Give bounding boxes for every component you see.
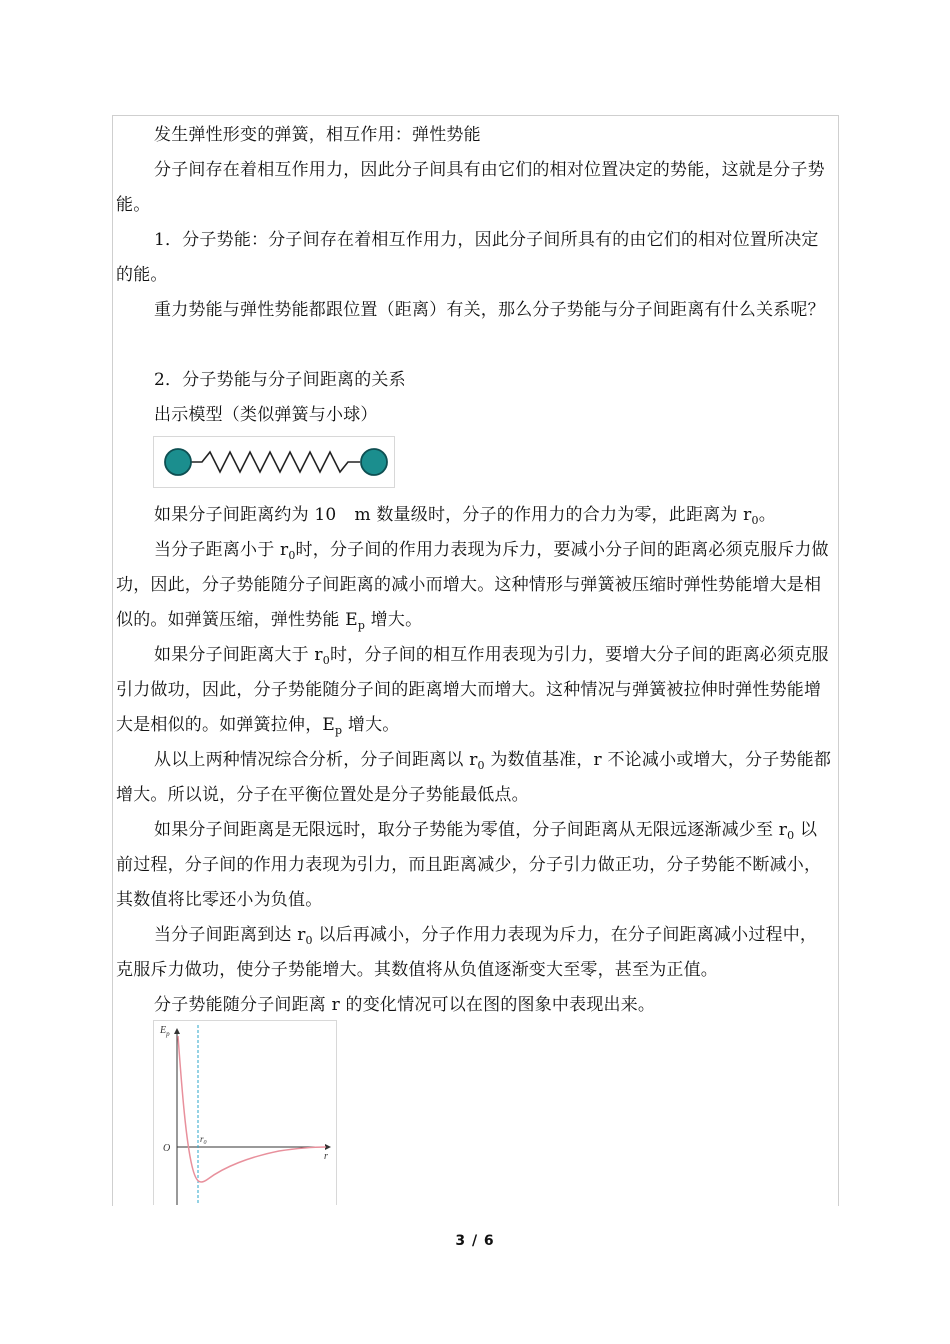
paragraph-elastic: 发生弹性形变的弹簧，相互作用：弹性势能 [154,125,481,145]
spring-ball-model-image [153,436,395,488]
paragraph-graph-intro: 分子势能随分子间距离 r 的变化情况可以在图的图象中表现出来。 [154,995,656,1015]
paragraph-after-r0: 当分子间距离到达 $r_0$ 以后再减小，分子作用力表现为斥力，在分子间距离减小过程中，克服斥力做功，使分子势能增大。其数值将从负值逐渐变大至零，甚至为正值。 [116,925,818,980]
potential-energy-curve [178,1036,326,1182]
origin-label: O [163,1143,171,1154]
ep-axis-label: $E_p$ [160,1025,170,1038]
ball-right [361,449,387,475]
ball-left [165,449,191,475]
page-number: 3 / 6 [455,1233,495,1249]
paragraph-definition: 1．分子势能：分子间存在着相互作用力，因此分子间所具有的由它们的相对位置所决定的能。 [116,230,819,285]
paragraph-molecular-potential-intro: 分子间存在着相互作用力，因此分子间具有由它们的相对位置决定的势能，这就是分子势能。 [116,160,825,215]
paragraph-less-than-r0: 当分子距离小于 $r_0$时，分子间的作用力表现为斥力，要减小分子间的距离必须克服斥力做功，因此，分子势能随分子间距离的减小而增大。这种情形与弹簧被压缩时弹性势能增大是相似的。如弹簧压缩，弹性势能 $E_p$ 增大。 [116,540,829,632]
paragraph-show-model: 出示模型（类似弹簧与小球） [154,405,378,425]
paragraph-greater-than-r0: 如果分子间距离大于 $r_0$时，分子间的相互作用表现为引力，要增大分子间的距离必须克服引力做功，因此，分子势能随分子间的距离增大而增大。这种情况与弹簧被拉伸时弹性势能增大是相似的。如弹簧拉伸，$E_p$ 增大。 [116,645,829,737]
paragraph-r0-distance: 如果分子间距离约为 10 m 数量级时，分子的作用力的合力为零，此距离为 $r_0$。 [154,505,776,527]
spring-ball-svg [154,437,394,487]
potential-graph-svg [154,1021,336,1205]
spring-coil [190,452,360,472]
r0-label: $r_0$ [200,1134,207,1146]
paragraph-question: 重力势能与弹性势能都跟位置（距离）有关，那么分子势能与分子间距离有什么关系呢？ [154,300,825,320]
r-axis-label: r [324,1151,328,1162]
paragraph-infinite-distance: 如果分子间距离是无限远时，取分子势能为零值，分子间距离从无限远逐渐减少至 $r_0$ 以前过程，分子间的作用力表现为引力，而且距离减少，分子引力做正功，分子势能不断减小，其数值将比零还小为负值。 [116,820,822,910]
section-heading-relation: 2．分子势能与分子间距离的关系 [154,370,406,390]
potential-energy-graph [153,1020,337,1205]
paragraph-summary: 从以上两种情况综合分析，分子间距离以 $r_0$ 为数值基准，r 不论减小或增大，分子势能都增大。所以说，分子在平衡位置处是分子势能最低点。 [116,750,832,805]
